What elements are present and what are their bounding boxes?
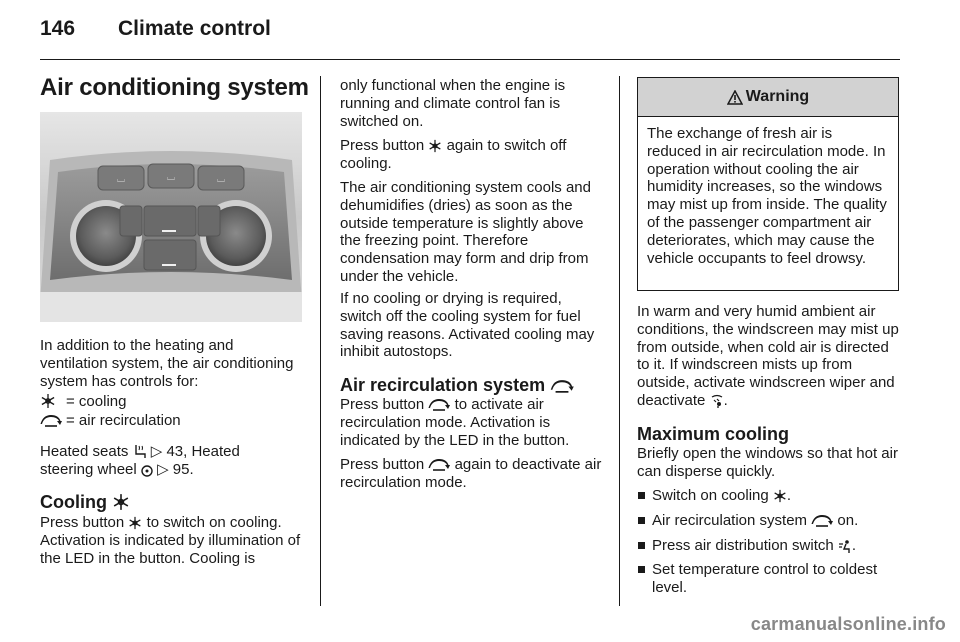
max-cooling-intro: Briefly open the windows so that hot air can disperse quickly. [637,445,898,480]
section-title: Air conditioning system [40,74,309,101]
intro-paragraph: In addition to the heating and ventilation system, the air conditioning system has controls for: [40,337,294,390]
warning-box [637,77,899,291]
cooling-heading [40,491,130,513]
col2-paragraph-2 [340,137,604,173]
heated-wheel-ref[interactable]: 95. [172,460,194,478]
page-ref-arrow-icon: ▷ [150,443,163,460]
recirculation-icon [40,412,66,430]
warning-text: The exchange of fresh air is reduced in air recirculation mode. In operation without cooling the air humidity increases, so the windows may mist up from inside. The quality of the passenger compartment air deteriorates, which may cause the vehicle occupants to feel drowsy. [647,125,887,267]
recirculation-paragraph-1 [340,396,604,449]
legend-text-cooling: = cooling [66,393,127,410]
cooling-paragraph [40,514,304,567]
page-header [0,0,960,62]
col2-paragraph-1: only functional when the engine is running and climate control fan is switched on. [340,77,566,130]
warning-header [638,78,898,117]
column-divider-2 [619,76,620,606]
bullet-suffix: . [851,536,857,554]
legend-item-recirculation [40,412,181,430]
list-item [637,512,901,530]
recirculation-heading [340,374,574,396]
warning-title: Warning [745,88,810,105]
chapter-title: Climate control [118,17,271,40]
bullet-suffix: on. [837,511,859,529]
bullet-suffix: . [786,487,792,504]
snowflake-icon [428,139,442,153]
heated-seats-ref[interactable]: 43, Heated [166,443,240,460]
list-item [637,561,901,597]
bullet-text: Set temperature control to coldest level. [652,561,878,597]
snowflake-icon [112,493,130,511]
col2-p5-b: to activate air recirculation mode. Activation is indicated by the LED in the button. [340,396,570,449]
snowflake-icon [773,489,787,503]
col2-p6-b: again to deactivate air recirculation mode. [340,456,602,491]
control-panel-photo [40,112,302,322]
max-cooling-heading: Maximum cooling [637,424,790,444]
recirculation-paragraph-2 [340,456,604,492]
svg-text:⌴: ⌴ [167,172,175,183]
watermark: carmanualsonline.info [750,614,946,634]
heated-wheel-text: steering wheel [40,460,137,478]
cooling-text-b: to switch on cooling. Activation is indicated by illumination of the LED in the button. Cooling is [40,514,301,567]
snowflake-icon [40,393,66,411]
list-item [637,537,901,555]
col2-p2-b: again to switch off cooling. [340,137,567,172]
column-divider-1 [320,76,321,606]
col3-p1-text: In warm and very humid ambient air conditions, the windscreen may mist up from outside, when cold air is directed to it. If windscreen mists up from outside, activate windscreen wiper and deactivate [637,303,899,409]
legend-text-recirculation: = air recirculation [66,412,181,429]
svg-text:⌴: ⌴ [117,174,125,185]
page-number: 146 [40,17,76,40]
recirculation-icon [428,398,450,412]
svg-text:⌴: ⌴ [217,174,225,185]
page-ref-arrow-icon: ▷ [157,460,169,478]
recirculation-icon [550,379,574,394]
snowflake-icon [128,516,142,530]
air-distribution-icon [838,539,852,553]
bullet-text: Press air distribution switch [652,536,834,554]
col2-p2-a: Press button [340,137,425,154]
warning-triangle-icon [727,90,743,105]
bullet-text: Air recirculation system [652,511,808,529]
col2-paragraph-4: If no cooling or drying is required, switch off the cooling system for fuel saving reasons. Activated cooling may inhibit autostops. [340,290,595,361]
recirculation-icon [811,514,833,528]
windscreen-defrost-icon [710,394,724,408]
col2-p6-a: Press button [340,456,425,473]
legend-item-cooling [40,393,126,411]
recirculation-title: Air recirculation system [340,375,546,395]
steering-wheel-icon [141,464,153,477]
cooling-title: Cooling [40,492,107,512]
cooling-text-a: Press button [40,514,125,531]
heated-seat-icon [133,444,147,459]
heated-seats-text: Heated seats [40,443,129,460]
col2-p5-a: Press button [340,396,425,413]
max-cooling-steps [637,487,901,604]
list-item [637,487,901,505]
heated-seats-paragraph [40,443,304,479]
period: . [723,391,728,409]
col2-paragraph-3: The air conditioning system cools and dehumidifies (dries) as soon as the outside temperature is slightly above the freezing point. Therefore condensation may form and drip from under the vehicle. [340,179,591,285]
header-rule [40,59,900,60]
bullet-text: Switch on cooling [652,487,769,504]
col3-paragraph-1 [637,303,901,410]
recirculation-icon [428,458,450,472]
